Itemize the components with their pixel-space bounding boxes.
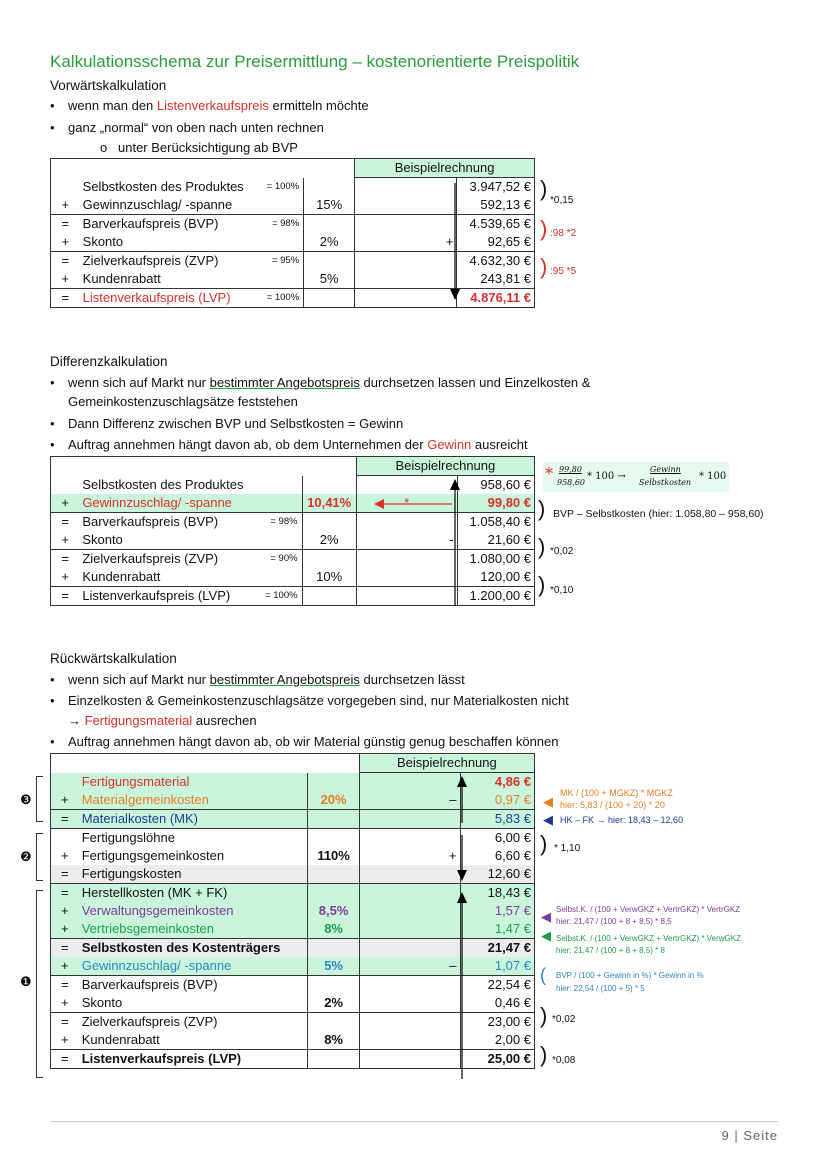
row-sign [359, 994, 460, 1013]
row-sign [356, 568, 457, 587]
row-value: 21,47 € [460, 939, 534, 958]
row-label-text: Listenverkaufspreis (LVP) [82, 588, 231, 603]
row-label [79, 994, 308, 1013]
row-operator: = [51, 976, 79, 995]
note: *0,15 [550, 195, 574, 206]
marker-1: ❶ [20, 974, 32, 989]
row-label-text: Materialgemeinkosten [81, 792, 209, 807]
formula: * 99,80 958,60 * 100 → Gewinn Selbstkosten * 100 [543, 462, 729, 492]
row-value: 6,00 € [460, 829, 534, 848]
row-percent [302, 550, 356, 569]
row-percent: 10,41% [302, 494, 356, 513]
row-label [79, 829, 308, 848]
row-label-text: Gewinnzuschlag/ -spanne [81, 958, 232, 973]
row-label-text: Barverkaufspreis (BVP) [82, 514, 219, 529]
row-label-text: Zielverkaufspreis (ZVP) [81, 1014, 218, 1029]
row-label [79, 1013, 308, 1032]
bullet: • wenn sich auf Markt nur bestimmter Angebotspreis durchsetzen lassen und Einzelkosten & [50, 375, 591, 390]
row-label [79, 920, 308, 939]
row-operator: + [61, 1032, 69, 1047]
bullet: • Dann Differenz zwischen BVP und Selbstkosten = Gewinn [50, 416, 404, 431]
row-sign [356, 476, 457, 495]
row-label [80, 196, 304, 215]
row-value: 4.632,30 € [457, 252, 535, 271]
row-sign [355, 196, 457, 215]
row-percent [308, 810, 359, 829]
table-header: Beispielrechnung [356, 457, 534, 476]
row-value: 1.200,00 € [457, 587, 534, 606]
row-operator [51, 178, 80, 197]
row-sign [355, 178, 457, 197]
note: *0,02 [552, 1014, 576, 1025]
row-value: 25,00 € [460, 1050, 534, 1069]
row-sign: – [359, 791, 460, 810]
row-value: 4.876,11 € [457, 289, 535, 308]
row-percent [304, 289, 355, 308]
row-label [79, 939, 308, 958]
row-sign [356, 550, 457, 569]
row-label-text: Skonto [82, 532, 123, 547]
row-label [79, 847, 308, 865]
row-label [79, 865, 308, 884]
note: hier: 5,83 / (100 + 20) * 20 [560, 800, 665, 810]
row-operator: + [61, 958, 69, 973]
row-label [79, 791, 308, 810]
row-label [79, 587, 302, 606]
row-operator: = [51, 550, 80, 569]
bullet: • wenn man den Listenverkaufspreis ermitteln möchte [50, 98, 369, 113]
row-sign [359, 939, 460, 958]
footer-divider [50, 1121, 778, 1122]
percent-note: = 100% [266, 180, 300, 192]
row-label-text: Zielverkaufspreis (ZVP) [82, 551, 219, 566]
percent-note: = 100% [266, 292, 300, 303]
row-label-text: Fertigungsmaterial [81, 773, 190, 789]
page-footer: 9 | Seite [721, 1128, 778, 1143]
row-percent: 8% [308, 920, 359, 939]
row-label-text: Selbstkosten des Produktes [82, 476, 244, 492]
row-label-text: Fertigungsgemeinkosten [81, 848, 225, 863]
row-value: 12,60 € [460, 865, 534, 884]
bullet-continuation: → Fertigungsmaterial ausrechen [68, 713, 257, 728]
note: Selbst.K. / (100 + VerwGKZ + VertrGKZ) * VerwGKZ [556, 934, 741, 943]
row-value: 1.058,40 € [457, 513, 534, 532]
percent-note: = 98% [271, 218, 300, 229]
row-operator: + [61, 848, 69, 863]
note: hier: 22,54 / (100 + 5) * 5 [556, 984, 645, 993]
row-percent [302, 513, 356, 532]
section-heading-differenz: Differenzkalkulation [50, 354, 168, 369]
percent-note: = 98% [270, 516, 298, 527]
row-sign [356, 513, 457, 532]
percent-note: = 100% [265, 590, 298, 601]
row-label-text: Fertigungskosten [81, 866, 182, 881]
row-label [79, 1050, 308, 1069]
row-label [79, 902, 308, 920]
row-label-text: Zielverkaufspreis (ZVP) [82, 253, 219, 268]
row-sign [356, 587, 457, 606]
sub-bullet: o unter Berücksichtigung ab BVP [100, 140, 298, 155]
down-arrow-icon [455, 835, 469, 883]
row-percent: 5% [308, 957, 359, 976]
row-operator: + [61, 234, 70, 249]
note: BVP / (100 + Gewinn in %) * Gewinn in % [556, 971, 704, 980]
row-label-text: Listenverkaufspreis (LVP) [82, 290, 231, 305]
row-label [79, 1031, 308, 1050]
row-sign [355, 252, 457, 271]
row-sign [359, 829, 460, 848]
note: :95 *5 [550, 266, 577, 277]
row-label [79, 494, 302, 513]
note: *0,08 [552, 1055, 576, 1066]
row-label-text: Verwaltungsgemeinkosten [81, 903, 234, 918]
row-label [79, 884, 308, 903]
row-percent: 5% [304, 270, 355, 289]
row-sign [359, 1031, 460, 1050]
row-percent [308, 773, 359, 792]
row-percent: 110% [308, 847, 359, 865]
row-label-text: Skonto [81, 995, 123, 1010]
row-value: 23,00 € [460, 1013, 534, 1032]
note: BVP – Selbstkosten (hier: 1.058,80 – 958,60) [553, 508, 764, 520]
row-label-text: Skonto [82, 234, 124, 249]
row-label [79, 550, 302, 569]
bullet: • ganz „normal“ von oben nach unten rechnen [50, 120, 324, 135]
row-sign [355, 289, 457, 308]
note: * 1,10 [554, 843, 581, 854]
row-percent: 20% [308, 791, 359, 810]
row-operator [51, 476, 80, 495]
row-value: 243,81 € [457, 270, 535, 289]
row-label [79, 476, 302, 495]
row-operator [51, 829, 79, 848]
row-operator: = [51, 810, 79, 829]
row-value: 92,65 € [457, 233, 535, 252]
row-label [79, 568, 302, 587]
row-value: 1,57 € [460, 902, 534, 920]
left-arrow-icon [374, 497, 454, 511]
row-operator: + [61, 271, 70, 286]
page-title: Kalkulationsschema zur Preisermittlung – kostenorientierte Preispolitik [50, 52, 580, 71]
row-label-text: Selbstkosten des Kostenträgers [81, 940, 281, 955]
row-percent [308, 1013, 359, 1032]
row-percent [304, 252, 355, 271]
row-operator: + [61, 903, 69, 918]
row-operator: = [61, 866, 69, 881]
row-operator: + [61, 995, 69, 1010]
row-value: 22,54 € [460, 976, 534, 995]
row-operator: + [61, 197, 70, 212]
row-sign: – [359, 957, 460, 976]
row-label [80, 270, 304, 289]
row-sign [359, 884, 460, 903]
row-percent [302, 587, 356, 606]
row-value: 1,07 € [460, 957, 534, 976]
row-label [79, 976, 308, 995]
row-label [79, 773, 308, 792]
row-label [80, 215, 304, 234]
row-label-text: Vertriebsgemeinkosten [81, 921, 214, 936]
row-operator: = [51, 1013, 79, 1032]
percent-note: = 90% [270, 553, 298, 564]
up-arrow-icon [455, 775, 469, 825]
marker-2: ❷ [20, 849, 32, 864]
row-label-text: Selbstkosten des Produktes [82, 178, 244, 194]
row-value: 592,13 € [457, 196, 535, 215]
bullet: • Auftrag annehmen hängt davon ab, ob wir Material günstig genug beschaffen können [50, 734, 559, 749]
row-value: 4,86 € [460, 773, 534, 792]
row-value: 1.080,00 € [457, 550, 534, 569]
row-percent [302, 476, 356, 495]
row-value: 120,00 € [457, 568, 534, 587]
row-percent: 8% [308, 1031, 359, 1050]
vorwaerts-table [50, 158, 535, 308]
row-percent: 2% [304, 233, 355, 252]
note: HK – FK → hier: 18,43 – 12,60 [560, 815, 684, 825]
note: hier: 21,47 / (100 + 8 + 8,5) * 8,5 [556, 917, 672, 926]
row-percent [308, 829, 359, 848]
note: MK / (100 + MGKZ) * MGKZ [560, 788, 673, 798]
row-operator: = [51, 939, 79, 958]
row-value: 6,60 € [460, 847, 534, 865]
row-sign [359, 976, 460, 995]
table-header: Beispielrechnung [355, 159, 535, 178]
row-percent [308, 865, 359, 884]
row-operator: = [51, 884, 79, 903]
bullet: • wenn sich auf Markt nur bestimmter Angebotspreis durchsetzen lässt [50, 672, 465, 687]
note: hier: 21,47 / (100 + 8 + 8,5) * 8 [556, 946, 665, 955]
row-operator: + [61, 921, 69, 936]
row-sign [359, 1050, 460, 1069]
row-sign: * [356, 494, 457, 513]
row-label-text: Fertigungslöhne [81, 830, 175, 845]
row-operator: + [61, 569, 69, 584]
row-value: 18,43 € [460, 884, 534, 903]
row-label [79, 810, 308, 829]
row-value: 21,60 € [457, 531, 534, 550]
row-percent: 10% [302, 568, 356, 587]
row-label-text: Listenverkaufspreis (LVP) [81, 1051, 242, 1066]
row-sign: + [359, 847, 460, 865]
row-label-text: Herstellkosten (MK + FK) [81, 885, 228, 900]
row-operator: + [61, 495, 69, 510]
row-sign [359, 902, 460, 920]
row-percent [308, 884, 359, 903]
section-heading-rueckwaerts: Rückwärtskalkulation [50, 651, 177, 666]
row-percent [308, 976, 359, 995]
row-label-text: Materialkosten (MK) [81, 811, 199, 826]
row-value: 1,47 € [460, 920, 534, 939]
row-label [80, 233, 304, 252]
row-label-text: Gewinnzuschlag/ -spanne [82, 495, 232, 510]
row-sign [355, 270, 457, 289]
row-sign [359, 920, 460, 939]
percent-note: = 95% [271, 255, 300, 266]
row-percent [308, 939, 359, 958]
row-percent [308, 1050, 359, 1069]
note: :98 *2 [550, 228, 577, 239]
row-sign [355, 215, 457, 234]
row-sign: - [356, 531, 457, 550]
row-operator: = [51, 289, 80, 308]
row-percent: 8,5% [308, 902, 359, 920]
row-label-text: Barverkaufspreis (BVP) [82, 216, 219, 231]
row-operator [51, 773, 79, 792]
row-value: 0,46 € [460, 994, 534, 1013]
row-label-text: Kundenrabatt [82, 271, 161, 286]
row-operator: = [51, 215, 80, 234]
row-operator: = [51, 587, 80, 606]
row-label [80, 178, 304, 197]
row-sign [359, 865, 460, 884]
row-value: 4.539,65 € [457, 215, 535, 234]
row-value: 0,97 € [460, 791, 534, 810]
row-label [80, 252, 304, 271]
row-value: 2,00 € [460, 1031, 534, 1050]
bullet: • Auftrag annehmen hängt davon ab, ob dem Unternehmen der Gewinn ausreicht [50, 437, 528, 452]
row-sign: + [355, 233, 457, 252]
row-label-text: Gewinnzuschlag/ -spanne [82, 197, 233, 212]
row-operator: = [51, 513, 80, 532]
row-sign [359, 1013, 460, 1032]
row-label [79, 513, 302, 532]
row-percent: 15% [304, 196, 355, 215]
bullet-continuation: Gemeinkostenzuschlagsätze feststehen [68, 394, 298, 409]
row-value: 5,83 € [460, 810, 534, 829]
differenz-table [50, 456, 535, 606]
row-sign [359, 773, 460, 792]
row-value: 99,80 € [457, 494, 534, 513]
row-operator: + [61, 792, 69, 807]
table-header: Beispielrechnung [359, 754, 534, 773]
row-percent: 2% [308, 994, 359, 1013]
row-percent [304, 178, 355, 197]
row-label [79, 531, 302, 550]
row-sign [359, 810, 460, 829]
section-heading-vorwaerts: Vorwärtskalkulation [50, 78, 167, 93]
row-value: 3.947,52 € [457, 178, 535, 197]
down-arrow-icon [448, 183, 462, 303]
bullet: • Einzelkosten & Gemeinkostenzuschlagsätze vorgegeben sind, nur Materialkosten nicht [50, 693, 569, 708]
row-value: 958,60 € [457, 476, 534, 495]
row-label [80, 289, 304, 308]
row-label-text: Kundenrabatt [81, 1032, 160, 1047]
up-arrow-icon [455, 891, 469, 1081]
row-operator: + [61, 532, 69, 547]
row-label-text: Barverkaufspreis (BVP) [81, 977, 218, 992]
row-percent: 2% [302, 531, 356, 550]
note: Selbst.K. / (100 + VerwGKZ + VertrGKZ) * VertrGKZ [556, 905, 741, 914]
row-operator: = [51, 252, 80, 271]
note: *0,02 [550, 546, 574, 557]
row-label [79, 957, 308, 976]
note: *0,10 [550, 585, 574, 596]
marker-3: ❸ [20, 792, 32, 807]
row-operator: = [51, 1050, 79, 1069]
row-percent [304, 215, 355, 234]
row-label-text: Kundenrabatt [82, 569, 161, 584]
